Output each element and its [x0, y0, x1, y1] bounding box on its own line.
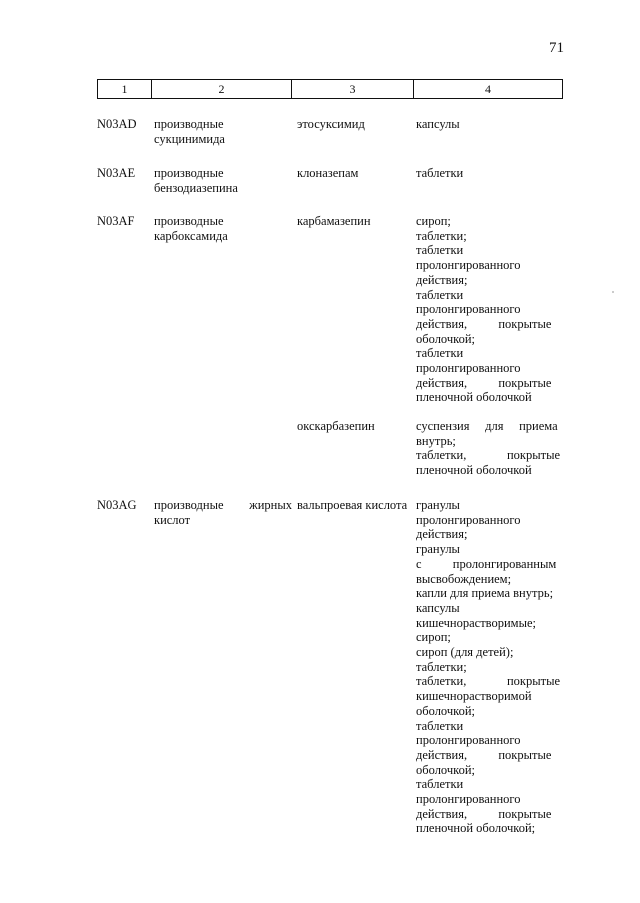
- group-line: производные: [154, 166, 224, 180]
- drug-substance: клоназепам: [297, 166, 359, 180]
- drug-substance: карбамазепин: [297, 214, 371, 228]
- drug-substance: вальпроевая кислота: [297, 498, 408, 512]
- form-line: пролонгированного: [416, 302, 521, 317]
- form-line: пленочной оболочкой: [416, 390, 532, 405]
- form-line: действия, покрытые: [416, 806, 552, 821]
- form-line: пленочной оболочкой;: [416, 821, 536, 836]
- form-line: пролонгированного: [416, 733, 521, 748]
- form-line: действия, покрытые: [416, 747, 552, 762]
- form-line: таблетки: [416, 346, 464, 361]
- form-line: таблетки: [416, 243, 464, 258]
- form-line: сироп;: [416, 214, 451, 228]
- form-line: капсулы: [416, 600, 460, 615]
- page-number: 71: [549, 40, 564, 56]
- drug-substance: окскарбазепин: [297, 419, 375, 433]
- form-line: пролонгированного: [416, 361, 521, 376]
- form-line: таблетки;: [416, 659, 467, 674]
- dosage-forms: [416, 166, 563, 181]
- form-line: действия;: [416, 527, 468, 542]
- form-line: пролонгированного: [416, 512, 521, 527]
- form-line: сироп (для детей);: [416, 645, 514, 660]
- form-line: действия, покрытые: [416, 375, 552, 390]
- form-line: таблетки: [416, 287, 464, 302]
- form-line: оболочкой;: [416, 703, 475, 718]
- form-line: таблетки: [416, 777, 464, 792]
- form-line: капсулы: [416, 117, 460, 131]
- form-line: таблетки, покрытые: [416, 674, 561, 689]
- form-line: действия;: [416, 272, 468, 287]
- drug-substance: этосуксимид: [297, 117, 365, 131]
- pharmacological-group: [154, 166, 292, 195]
- group-line: [154, 498, 292, 513]
- form-line: суспензия для приема: [416, 419, 558, 433]
- form-line: гранулы: [416, 498, 460, 512]
- atc-code: N03AF: [97, 214, 135, 228]
- dosage-forms: [416, 419, 563, 478]
- group-line: производные: [154, 214, 224, 228]
- header-cell-4: 4: [413, 80, 563, 98]
- pharmacological-group: [154, 214, 292, 243]
- form-line: внутрь;: [416, 433, 456, 448]
- form-line: пролонгированного: [416, 258, 521, 273]
- group-word: жирных: [249, 498, 292, 512]
- group-line: бензодиазепина: [154, 180, 238, 195]
- form-line: таблетки;: [416, 228, 467, 243]
- header-cell-3: 3: [291, 80, 413, 98]
- form-line: гранулы: [416, 542, 460, 557]
- header-cell-1: 1: [97, 80, 151, 98]
- form-line: таблетки: [416, 718, 464, 733]
- form-line: пленочной оболочкой: [416, 463, 532, 478]
- form-line: высвобождением;: [416, 571, 512, 586]
- form-line: таблетки, покрытые: [416, 448, 561, 463]
- table-header-row: [97, 79, 563, 99]
- group-line: карбоксамида: [154, 228, 228, 243]
- group-word: производные: [154, 498, 224, 512]
- dosage-forms: [416, 117, 563, 132]
- atc-code: N03AE: [97, 166, 136, 180]
- atc-code: N03AG: [97, 498, 137, 512]
- dosage-forms: [416, 214, 563, 405]
- group-line: производные: [154, 117, 224, 131]
- form-line: таблетки: [416, 166, 464, 180]
- form-line: оболочкой;: [416, 762, 475, 777]
- form-line: кишечнорастворимой: [416, 689, 532, 704]
- dosage-forms: [416, 498, 563, 836]
- atc-code: N03AD: [97, 117, 137, 131]
- group-line: сукцинимида: [154, 131, 225, 146]
- form-line: сироп;: [416, 630, 451, 645]
- form-line: кишечнорастворимые;: [416, 615, 536, 630]
- form-line: оболочкой;: [416, 331, 475, 346]
- form-line: капли для приема внутрь;: [416, 586, 554, 601]
- pharmacological-group: [154, 498, 292, 527]
- form-line: действия, покрытые: [416, 316, 552, 331]
- pharmacological-group: [154, 117, 292, 146]
- scan-speck: [612, 291, 614, 293]
- form-line: пролонгированного: [416, 792, 521, 807]
- form-line: с пролонгированным: [416, 556, 557, 571]
- group-line: кислот: [154, 512, 191, 527]
- header-cell-2: 2: [151, 80, 291, 98]
